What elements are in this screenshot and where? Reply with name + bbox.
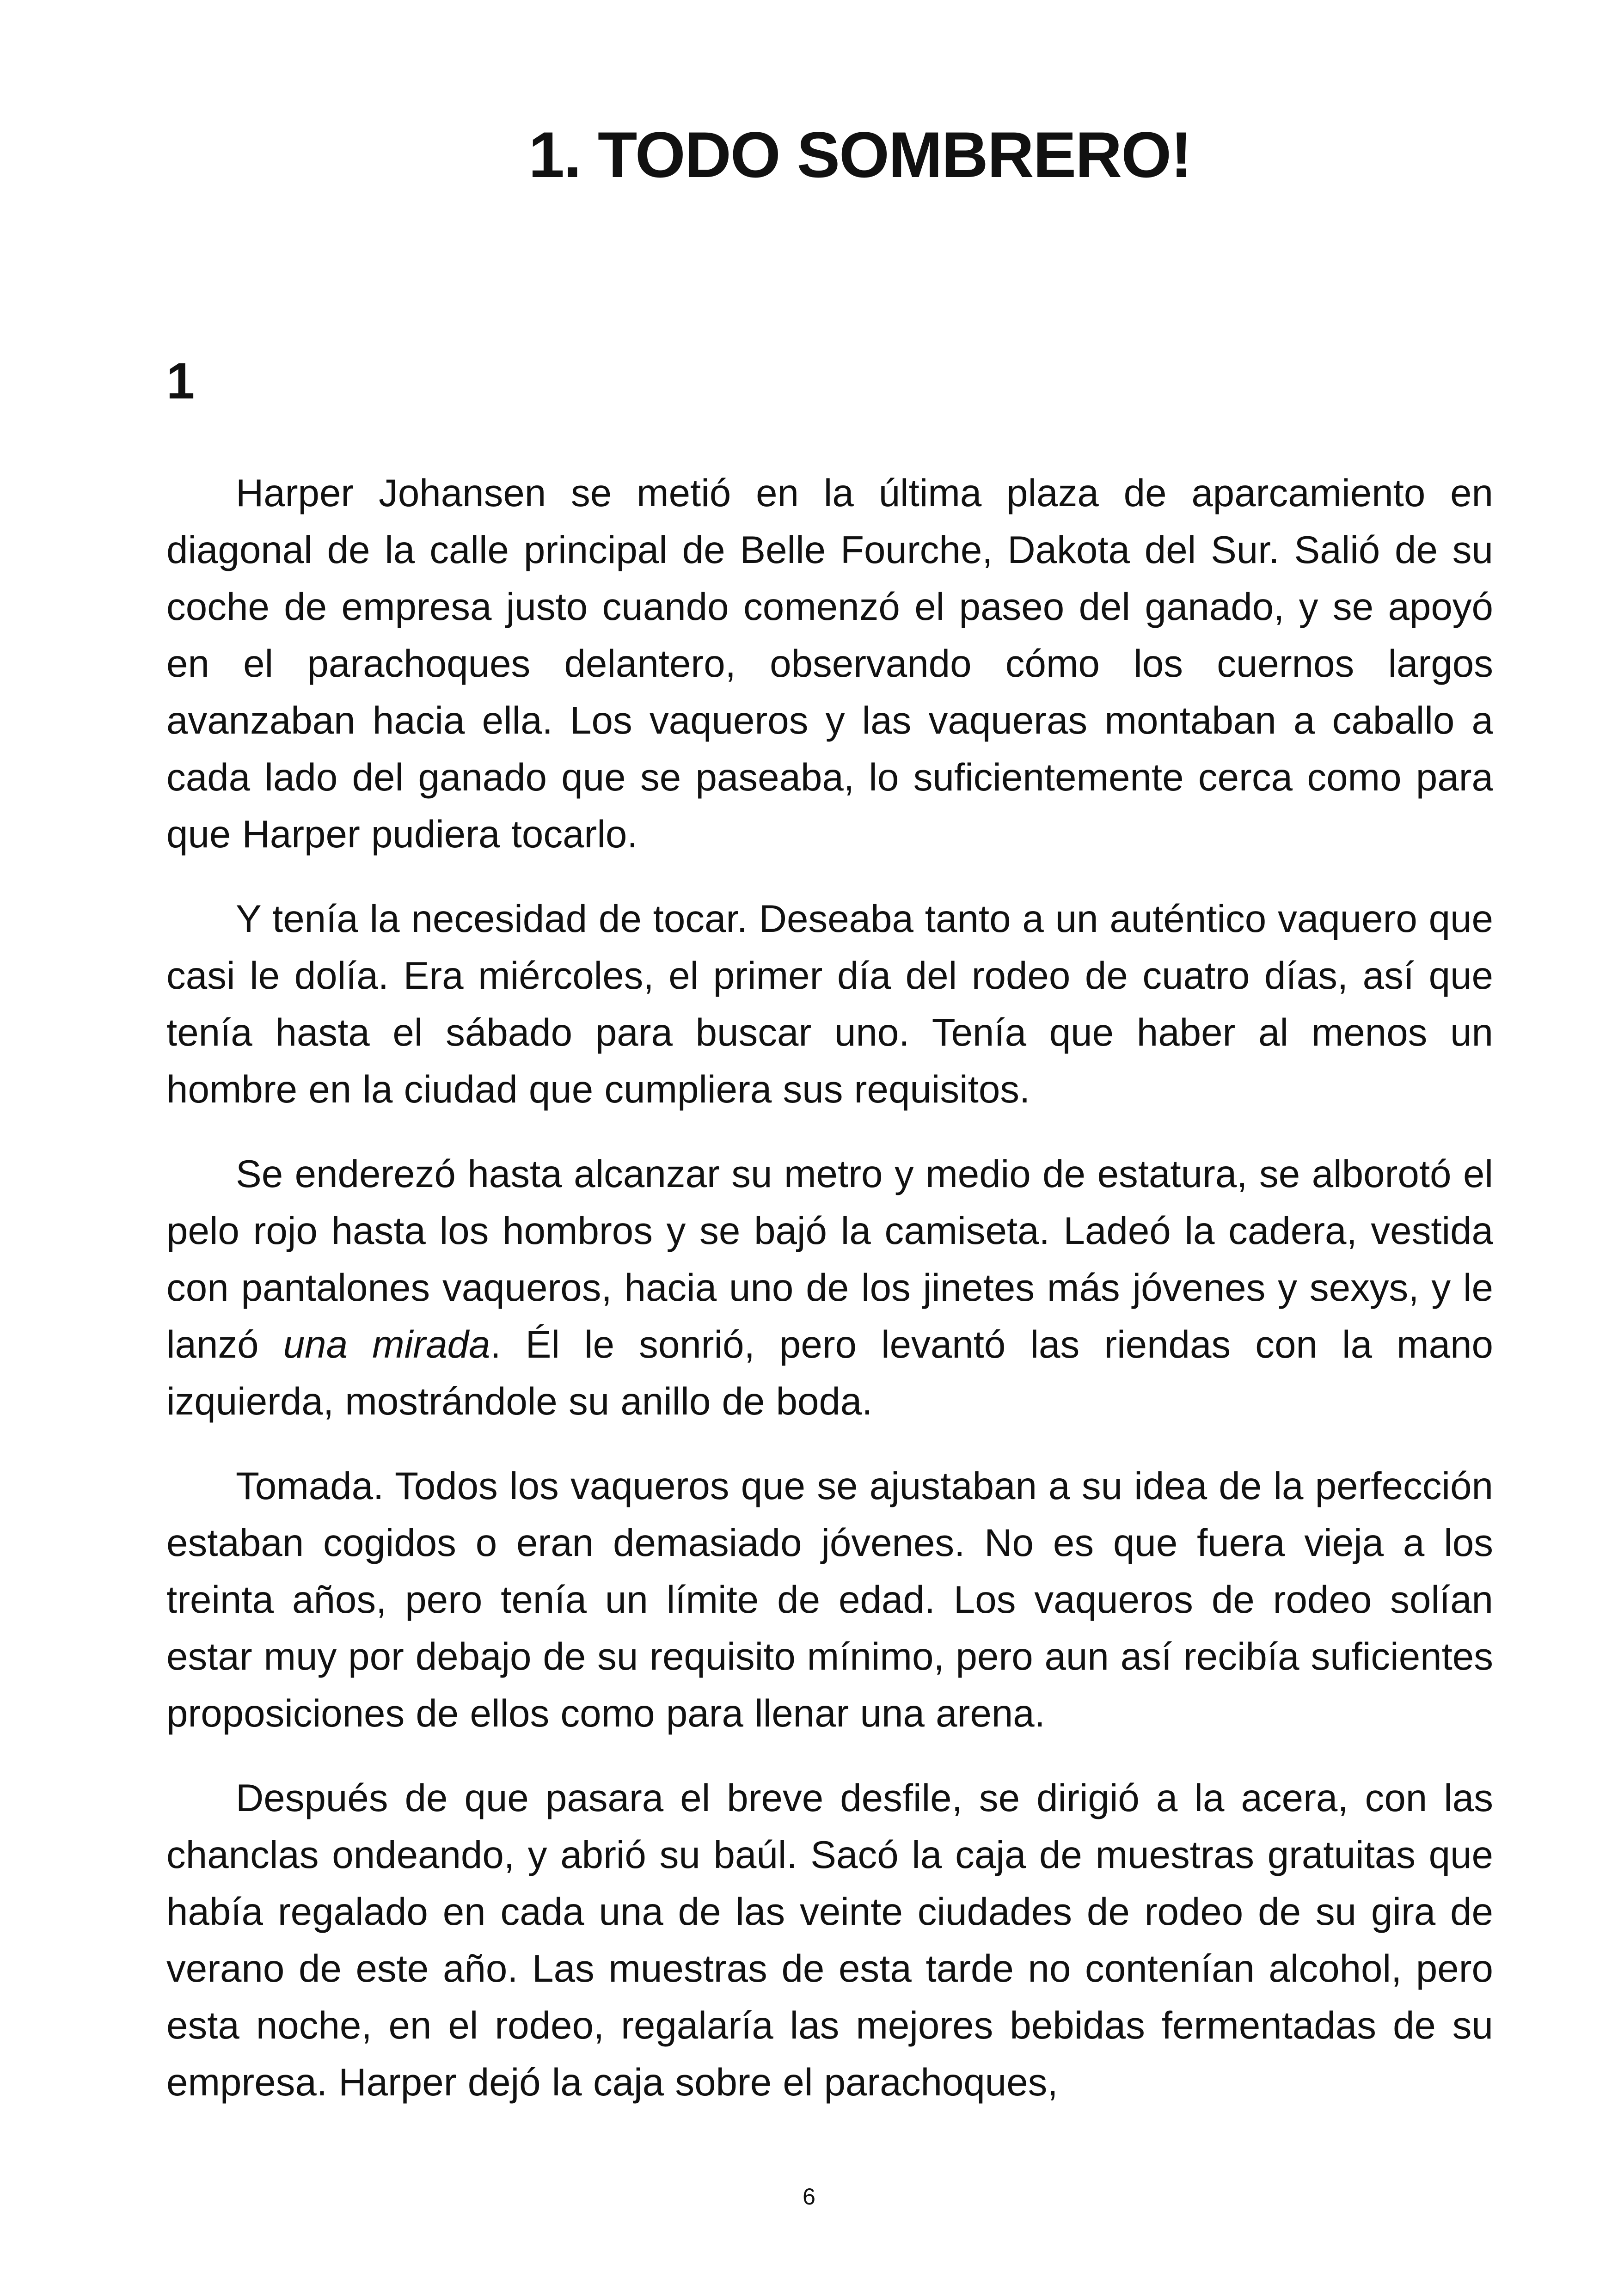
paragraph-1-text: Harper Johansen se metió en la última plaza de aparcamiento en diagonal de la calle principal de Belle Fourche, Dakota del Sur. Salió de su coche de empresa justo cuando comenzó el paseo del ganado, y se apoyó en el parachoques delantero, observando cómo los cuernos largos avanzaban hacia ella. Los vaqueros y las vaqueras montaban a caballo a cada lado del ganado que se paseaba, lo suficientemente cerca como para que Harper pudiera tocarlo. bbox=[166, 471, 1493, 856]
paragraph-3-text-after: . Él le sonrió, pero levantó las riendas con la mano izquierda, mostrándole su anillo de boda. bbox=[166, 1322, 1493, 1423]
paragraph-3-text-before: Se enderezó hasta alcanzar su metro y medio de estatura, se alborotó el pelo rojo hasta los hombros y se bajó la camiseta. Ladeó la cadera, vestida con pantalones vaqueros, hacia uno de los jinetes más jóvenes y sexys, y le lanzó bbox=[166, 1152, 1493, 1366]
paragraph-4-text: Tomada. Todos los vaqueros que se ajustaban a su idea de la perfección estaban cogidos o eran demasiado jóvenes. No es que fuera vieja a los treinta años, pero tenía un límite de edad. Los vaqueros de rodeo solían estar muy por debajo de su requisito mínimo, pero aun así recibía suficientes proposiciones de ellos como para llenar una arena. bbox=[166, 1464, 1493, 1735]
paragraph-2-text: Y tenía la necesidad de tocar. Deseaba tanto a un auténtico vaquero que casi le dolía. Era miércoles, el primer día del rodeo de cuatro días, así que tenía hasta el sábado para buscar uno. Tenía que haber al menos un hombre en la ciudad que cumpliera sus requisitos. bbox=[166, 897, 1493, 1111]
paragraph-3 bbox=[166, 1145, 1493, 1430]
paragraph-2 bbox=[166, 890, 1493, 1118]
paragraph-3-emphasis: una mirada bbox=[283, 1322, 490, 1366]
page-number: 6 bbox=[803, 2184, 815, 2210]
paragraph-1 bbox=[166, 465, 1493, 863]
chapter-title: 1. TODO SOMBRERO! bbox=[528, 118, 1191, 191]
paragraph-5 bbox=[166, 1769, 1493, 2111]
paragraph-5-text: Después de que pasara el breve desfile, se dirigió a la acera, con las chanclas ondeando, y abrió su baúl. Sacó la caja de muestras gratuitas que había regalado en cada una de las veinte ciudades de rodeo de su gira de verano de este año. Las muestras de esta tarde no contenían alcohol, pero esta noche, en el rodeo, regalaría las mejores bebidas fermentadas de su empresa. Harper dejó la caja sobre el parachoques, bbox=[166, 1776, 1493, 2104]
body-text bbox=[166, 465, 1493, 2138]
section-number: 1 bbox=[166, 353, 195, 410]
paragraph-4 bbox=[166, 1457, 1493, 1742]
